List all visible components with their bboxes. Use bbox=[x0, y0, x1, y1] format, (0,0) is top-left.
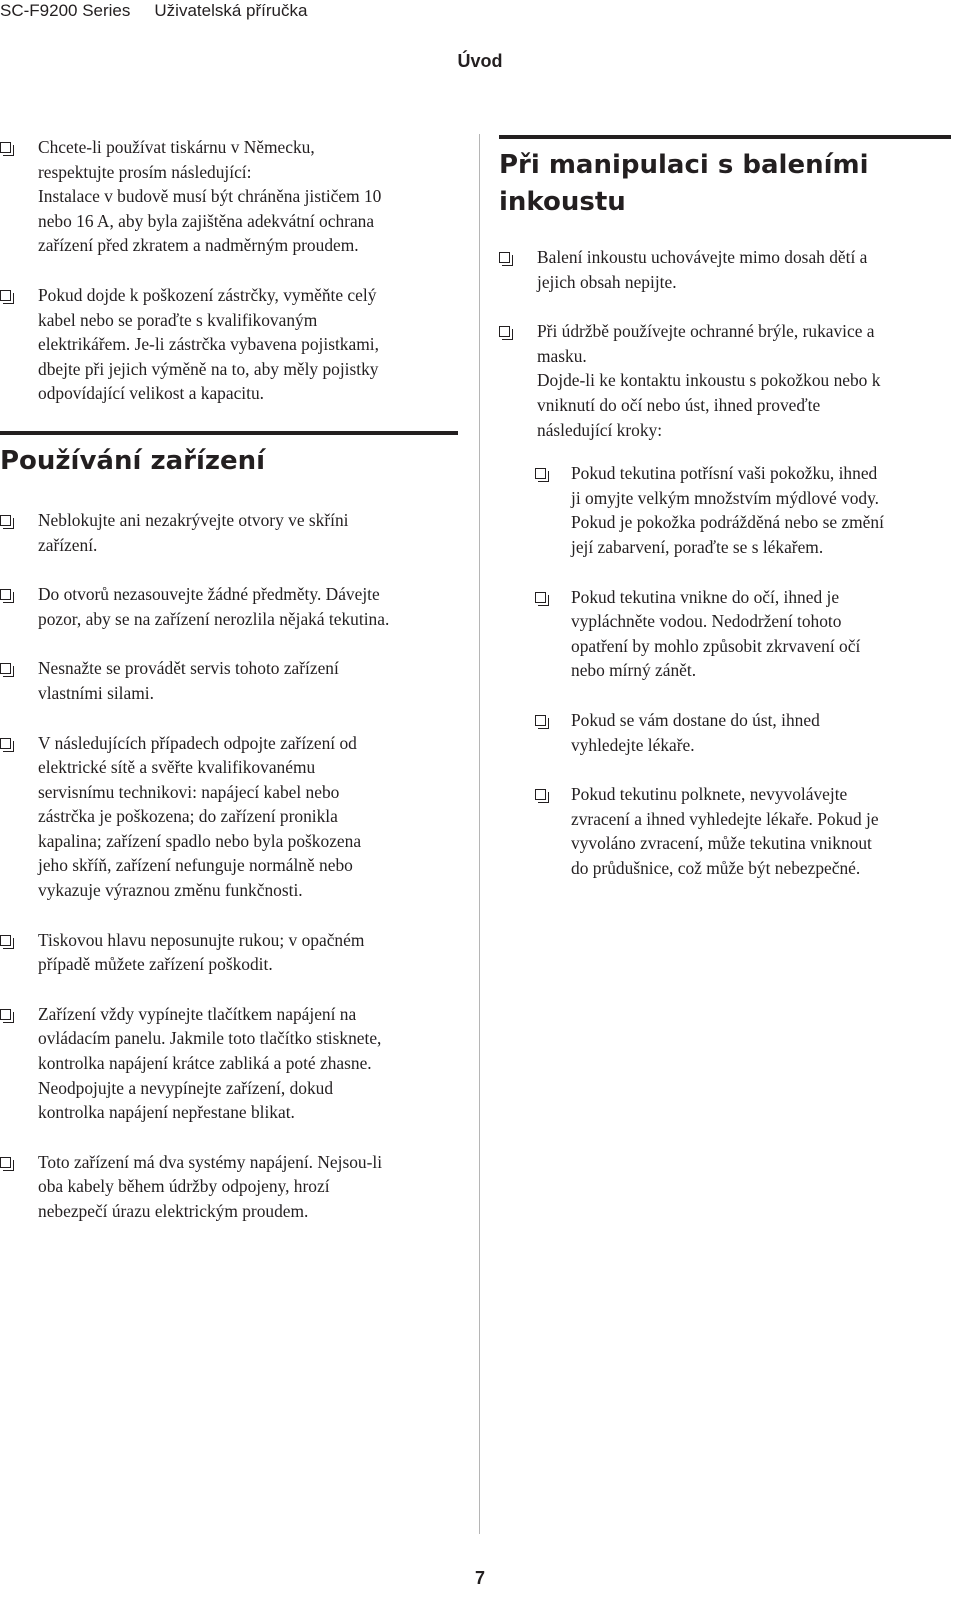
list-item-text-line: zástrčka je poškozena; do zařízení pronikla bbox=[38, 806, 338, 827]
list-item bbox=[535, 461, 951, 559]
list-item-text-line: vyhledejte lékaře. bbox=[571, 734, 695, 755]
list-item-text-line: Neblokujte ani nezakrývejte otvory ve skříni bbox=[38, 509, 349, 530]
list-item-text-line: kontrolka napájení krátce zabliká a poté zhasne. bbox=[38, 1053, 372, 1074]
list-item-text-line: Dojde-li ke kontaktu inkoustu s pokožkou nebo k bbox=[537, 370, 881, 391]
list-item bbox=[0, 508, 458, 557]
list-item-text-line: zařízení před zkratem a nadměrným proudem. bbox=[38, 235, 359, 256]
list-item-text-line: vniknutí do očí nebo úst, ihned proveďte bbox=[537, 394, 821, 415]
checkbox-bullet-icon bbox=[0, 142, 11, 153]
guide-title: Uživatelská příručka bbox=[154, 1, 308, 20]
list-item bbox=[0, 731, 458, 903]
list-item-text-line: do průdušnice, což může být nebezpečné. bbox=[571, 857, 861, 878]
checkbox-bullet-icon bbox=[535, 715, 546, 726]
list-item-text-line: kontrolka napájení nepřestane blikat. bbox=[38, 1102, 295, 1123]
list-item bbox=[0, 1002, 458, 1125]
ink-sub-list bbox=[535, 461, 951, 880]
checkbox-bullet-icon bbox=[535, 468, 546, 479]
list-item-text-line: Zařízení vždy vypínejte tlačítkem napájení na bbox=[38, 1003, 357, 1024]
list-item-text-line: jeho skříň, zařízení nefunguje normálně nebo bbox=[38, 855, 353, 876]
section-title-line: inkoustu bbox=[499, 187, 626, 217]
left-column bbox=[0, 135, 458, 1249]
list-item-text-line: pozor, aby se na zařízení nerozlila nějaká tekutina. bbox=[38, 608, 390, 629]
section-title-ink bbox=[499, 147, 951, 221]
product-name: SC-F9200 Series bbox=[0, 1, 131, 20]
list-item-text-line: kabel nebo se poraďte s kvalifikovaným bbox=[38, 309, 318, 330]
list-item bbox=[0, 656, 458, 705]
checkbox-bullet-icon bbox=[499, 252, 510, 263]
checkbox-bullet-icon bbox=[535, 592, 546, 603]
list-item-text-line: masku. bbox=[537, 345, 587, 366]
checkbox-bullet-icon bbox=[0, 290, 11, 301]
list-item-text-line: kapalina; zařízení spadlo nebo byla poškozena bbox=[38, 830, 362, 851]
section-rule bbox=[499, 135, 951, 139]
list-item-text-line: Pokud tekutina vnikne do očí, ihned je bbox=[571, 586, 840, 607]
list-item-text-line: zařízení. bbox=[38, 534, 98, 555]
list-item bbox=[499, 319, 951, 442]
running-header bbox=[0, 1, 307, 21]
list-item-text-line: dbejte při jejich výměně na to, aby měly pojistky bbox=[38, 358, 379, 379]
section-rule bbox=[0, 431, 458, 435]
list-item-text-line: následující kroky: bbox=[537, 419, 663, 440]
list-item-text-line: Toto zařízení má dva systémy napájení. Nejsou-li bbox=[38, 1151, 383, 1172]
list-item-text-line: Pokud tekutina potřísní vaši pokožku, ihned bbox=[571, 463, 878, 484]
list-item-text-line: zvracení a ihned vyhledejte lékaře. Pokud je bbox=[571, 808, 879, 829]
checkbox-bullet-icon bbox=[0, 663, 11, 674]
page-number: 7 bbox=[474, 1568, 485, 1588]
checkbox-bullet-icon bbox=[0, 589, 11, 600]
list-item bbox=[535, 708, 951, 757]
list-item bbox=[0, 135, 458, 258]
list-item bbox=[0, 582, 458, 631]
usage-list bbox=[0, 508, 458, 1224]
list-item-text-line: servisnímu technikovi: napájecí kabel nebo bbox=[38, 781, 340, 802]
list-item bbox=[535, 585, 951, 683]
right-column bbox=[499, 135, 951, 905]
list-item-text-line: odpovídající velikost a kapacitu. bbox=[38, 383, 265, 404]
list-item-text-line: Pokud tekutinu polknete, nevyvolávejte bbox=[571, 784, 848, 805]
list-item-text-line: oba kabely během údržby odpojeny, hrozí bbox=[38, 1176, 330, 1197]
list-item-text-line: vykazuje výraznou změnu funkčnosti. bbox=[38, 880, 303, 901]
list-item-text-line: případě můžete zařízení poškodit. bbox=[38, 954, 273, 975]
checkbox-bullet-icon bbox=[535, 789, 546, 800]
list-item-text-line: elektrikářem. Je-li zástrčka vybavena pojistkami, bbox=[38, 334, 379, 355]
list-item-text-line: vypláchněte vodou. Nedodržení tohoto bbox=[571, 611, 842, 632]
section-header: Úvod bbox=[457, 51, 503, 71]
list-item-text-line: Neodpojujte a nevypínejte zařízení, dokud bbox=[38, 1077, 334, 1098]
list-item-text-line: Při údržbě používejte ochranné brýle, rukavice a bbox=[537, 321, 875, 342]
list-item-text-line: Chcete-li používat tiskárnu v Německu, bbox=[38, 137, 315, 157]
list-item bbox=[499, 245, 951, 294]
list-item-text-line: nebezpečí úrazu elektrickým proudem. bbox=[38, 1201, 309, 1221]
ink-list bbox=[499, 245, 951, 442]
left-top-list bbox=[0, 135, 458, 406]
checkbox-bullet-icon bbox=[0, 1009, 11, 1020]
list-item-text-line: opatření by mohlo způsobit zkrvavení očí bbox=[571, 635, 861, 656]
list-item bbox=[0, 283, 458, 406]
list-item-text-line: nebo 16 A, aby byla zajištěna adekvátní ochrana bbox=[38, 210, 375, 231]
checkbox-bullet-icon bbox=[0, 935, 11, 946]
list-item-text-line: ji omyjte velkým množstvím mýdlové vody. bbox=[571, 487, 880, 508]
list-item-text-line: Do otvorů nezasouvejte žádné předměty. Dávejte bbox=[38, 584, 380, 605]
list-item-text-line: Tiskovou hlavu neposunujte rukou; v opačném bbox=[38, 929, 365, 950]
list-item bbox=[0, 928, 458, 977]
list-item-text-line: vlastními silami. bbox=[38, 682, 154, 703]
list-item-text-line: ovládacím panelu. Jakmile toto tlačítko stisknete, bbox=[38, 1028, 382, 1049]
list-item-text-line: Balení inkoustu uchovávejte mimo dosah dětí a bbox=[537, 247, 868, 267]
list-item-text-line: vyvoláno zvracení, může tekutina vniknout bbox=[571, 833, 872, 854]
list-item bbox=[0, 1150, 458, 1224]
list-item-text-line: Pokud je pokožka podrážděná nebo se změní bbox=[571, 512, 884, 533]
list-item-text-line: V následujících případech odpojte zařízení od bbox=[38, 732, 357, 753]
section-title-usage: Používání zařízení bbox=[0, 445, 266, 476]
checkbox-bullet-icon bbox=[0, 1157, 11, 1168]
list-item-text-line: Nesnažte se provádět servis tohoto zařízení bbox=[38, 658, 339, 679]
checkbox-bullet-icon bbox=[0, 515, 11, 526]
list-item-text-line: její zabarvení, poraďte se s lékařem. bbox=[571, 536, 824, 557]
list-item-text-line: nebo mírný zánět. bbox=[571, 660, 697, 681]
checkbox-bullet-icon bbox=[0, 738, 11, 749]
column-divider bbox=[479, 134, 480, 1534]
list-item-text-line: Instalace v budově musí být chráněna jističem 10 bbox=[38, 186, 382, 207]
list-item-text-line: jejich obsah nepijte. bbox=[537, 271, 677, 292]
list-item-text-line: Pokud dojde k poškození zástrčky, vyměňte celý bbox=[38, 284, 377, 305]
list-item-text-line: elektrické sítě a svěřte kvalifikovanému bbox=[38, 757, 316, 778]
list-item-text-line: Pokud se vám dostane do úst, ihned bbox=[571, 709, 820, 730]
section-title-line: Při manipulaci s baleními bbox=[499, 150, 869, 180]
checkbox-bullet-icon bbox=[499, 326, 510, 337]
list-item bbox=[535, 782, 951, 880]
list-item-text-line: respektujte prosím následující: bbox=[38, 161, 252, 182]
